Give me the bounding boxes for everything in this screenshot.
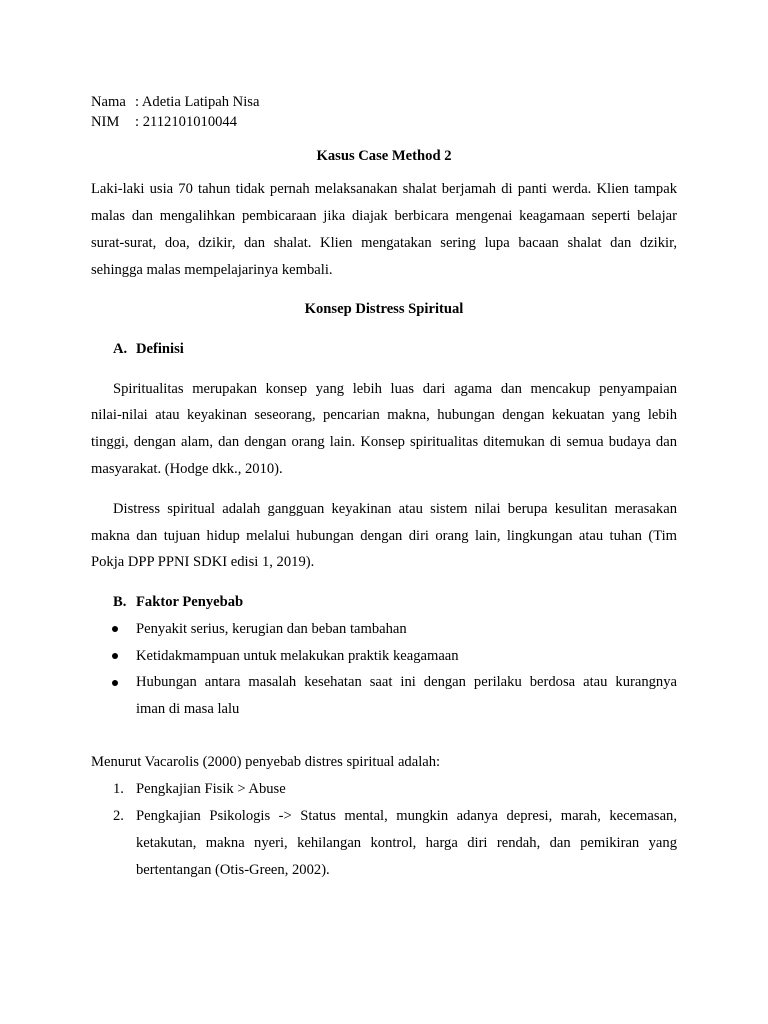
vacarolis-item-1: Pengkajian Fisik > Abuse — [136, 781, 286, 797]
vacarolis-item-2-line-1: Pengkajian Psikologis -> Status mental, mungkin adanya depresi, marah, kecemasan, — [136, 808, 677, 824]
section-b-heading: Faktor Penyebab — [136, 594, 244, 610]
nim-value: : 2112101010044 — [135, 114, 238, 130]
case-title: Kasus Case Method 2 — [316, 148, 452, 164]
cause-bullet-3-line-1: Hubungan antara masalah kesehatan saat ini dengan perilaku berdosa atau kurangnya — [136, 674, 677, 690]
bullet-dot-icon — [112, 680, 118, 686]
list-number-2: 2. — [113, 808, 124, 824]
cause-bullet-3-line-2: iman di masa lalu — [136, 701, 240, 717]
section-a-marker: A. — [113, 341, 128, 357]
definition-para1-line-3: tinggi, dengan alam, dan dengan orang lain. Konsep spiritualitas ditemukan di semua budaya dan — [91, 434, 677, 450]
vacarolis-intro: Menurut Vacarolis (2000) penyebab distres spiritual adalah: — [91, 754, 441, 770]
section-a-heading: Definisi — [136, 341, 184, 357]
vacarolis-item-2-line-2: ketakutan, makna nyeri, kehilangan kontrol, harga diri rendah, dan pemikiran yang — [136, 835, 677, 851]
list-number-1: 1. — [113, 781, 124, 797]
case-line-1: Laki-laki usia 70 tahun tidak pernah melaksanakan shalat berjamah di panti werda. Klien tampak — [91, 181, 677, 197]
definition-para2-line-1: Distress spiritual adalah gangguan keyakinan atau sistem nilai berupa kesulitan merasakan — [113, 501, 677, 517]
case-line-4: sehingga malas mempelajarinya kembali. — [91, 262, 333, 278]
case-line-3: surat-surat, doa, dzikir, dan shalat. Klien mengatakan sering lupa bacaan shalat dan dzikir, — [91, 235, 677, 251]
bullet-dot-icon — [112, 653, 118, 659]
section-b-marker: B. — [113, 594, 127, 610]
bullet-dot-icon — [112, 626, 118, 632]
name-value: : Adetia Latipah Nisa — [135, 94, 260, 110]
concept-title: Konsep Distress Spiritual — [304, 301, 464, 317]
definition-para2-line-3: Pokja DPP PPNI SDKI edisi 1, 2019). — [91, 554, 315, 570]
cause-bullet-1: Penyakit serius, kerugian dan beban tambahan — [136, 621, 407, 637]
vacarolis-item-2-line-3: bertentangan (Otis-Green, 2002). — [136, 862, 330, 878]
nim-label: NIM — [91, 114, 120, 130]
case-line-2: malas dan mengalihkan pembicaraan jika diajak berbicara mengenai keagamaan seperti belajar — [91, 208, 677, 224]
definition-para2-line-2: makna dan tujuan hidup melalui hubungan dengan diri orang lain, lingkungan atau tuhan (Tim — [91, 528, 677, 544]
definition-para1-line-1: Spiritualitas merupakan konsep yang lebih luas dari agama dan mencakup penyampaian — [113, 381, 677, 397]
cause-bullet-2: Ketidakmampuan untuk melakukan praktik keagamaan — [136, 648, 459, 664]
definition-para1-line-2: nilai-nilai atau keyakinan seseorang, pencarian makna, hubungan dengan kekuatan yang lebih — [91, 407, 677, 423]
name-label: Nama — [91, 94, 126, 110]
definition-para1-line-4: masyarakat. (Hodge dkk., 2010). — [91, 461, 283, 477]
